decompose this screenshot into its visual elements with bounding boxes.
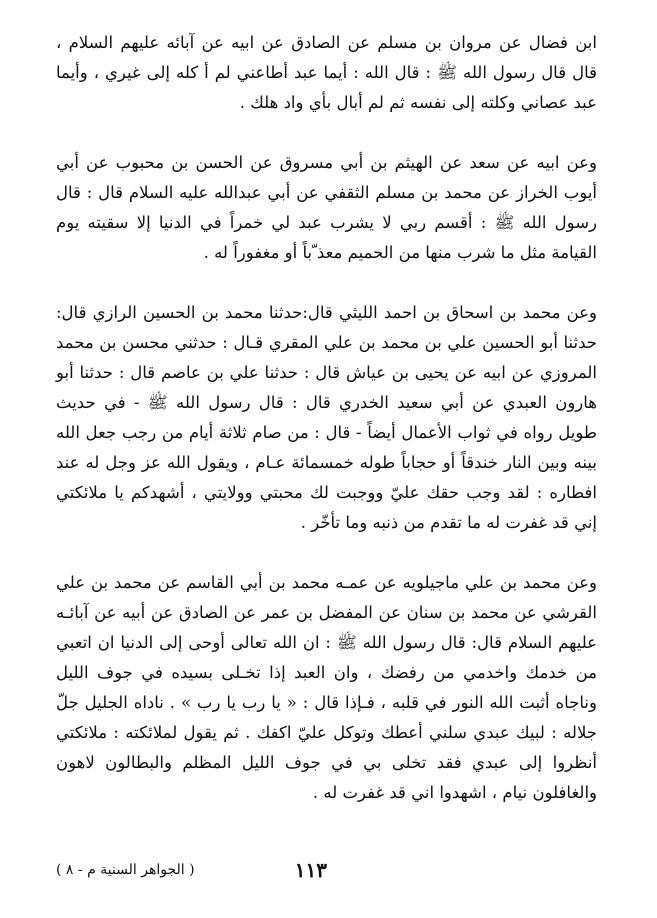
hadith-paragraph-3: وعن محمد بن اسحاق بن احمد الليثي قال:حدثنا محمد بن الحسين الرازي قال: حدثنا أبو الحسين علي بن محمد بن علي المقري قـال : حدثني محسن بن محمد المروزي عن ابيه عن يحيى بن عياش قال : حدثنا علي بن عاصم قال : حدثنا أبو هارون العبدي عن أبي سعيد الخدري قال : قال رسول الله ﷺ - في حديث طويل رواه في ثواب الأعمال أيضاً - قال : من صام ثلاثة أيام من رجب جعل الله بينه وبين النار خندقاً أو حجاباً طوله خمسمائة عـام ، ويقول الله عز وجل له عند افطاره : لقد وجب حقك عليّ ووجبت لك محبتي وولايتي ، أشهدكم يا ملائكتي إني قد غفرت له ما تقدم من ذنبه وما تأخّر . [56,303,597,532]
page-footer [56,858,597,888]
hadith-paragraph-4: وعن محمد بن علي ماجيلويه عن عمـه محمد بن أبي القاسم عن محمد بن علي القرشي عن محمد بن سنان عن المفضل بن عمر عن الصادق عن أبيه عن آبائـه عليهم السلام قال: قال رسول الله ﷺ : ان الله تعالى أوحى إلى الدنيا ان اتعبي من خدمك واخدمي من رفضك ، وان العبد إذا تخـلى بسيده في جوف الليل وناجاه أثبت الله النور في قلبه ، فـإذا قال : « يا رب يا رب » . ناداه الجليل جلّ جلاله : لبيك عبدي سلني أعطك وتوكل عليّ اكفك . ثم يقول لملائكته : ملائكتي أنظروا إلى عبدي فقد تخلى بي في جوف الليل المظلم والبطالون لاهون والغافلون نيام ، اشهدوا اني قد غفرت له . [56,573,597,802]
book-signature: ( الجواهر السنية م - ٨ ) [56,862,195,878]
hadith-paragraph-1: ابن فضال عن مروان بن مسلم عن الصادق عن ابيه عن آبائه عليهم السلام ، قال قال رسول الله ﷺ : قال الله : أيما عبد أطاعني لم أ كله إلى غيري ، وأيما عبد عصاني وكلته إلى نفسه ثم لم أبال بأي واد هلك . [56,33,597,112]
hadith-paragraph-2: وعن ابيه عن سعد عن الهيثم بن أبي مسروق عن الحسن بن محبوب عن أبي أيوب الخراز عن محمد بن مسلم الثقفي عن أبي عبدالله عليه السلام قال : قال رسول الله ﷺ : أقسم ربي لا يشرب عبد لي خمراً في الدنيا إلا سقيته يوم القيامة مثل ما شرب منها من الحميم معذ ّباً أو مغفوراً له . [56,153,597,262]
main-text [56,28,597,808]
page-number: ١١٣ [294,858,327,882]
